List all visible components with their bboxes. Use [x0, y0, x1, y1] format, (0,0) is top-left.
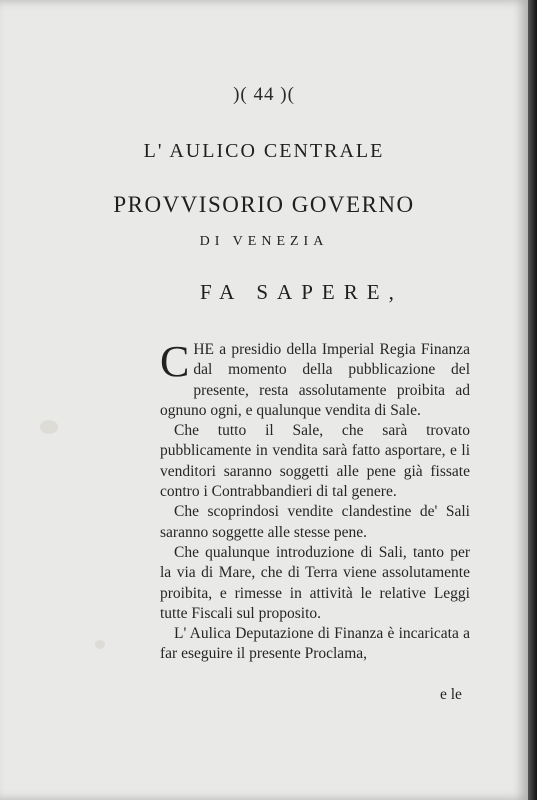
paragraph-3: Che scoprindosi vendite clandestine de' Sali saranno soggette alle stesse pene.	[160, 503, 470, 541]
page-edge-shadow	[528, 0, 537, 800]
paragraph-4: Che qualunque introduzione di Sali, tanto per la via di Mare, che di Terra viene assolutamente proibita, e rimesse in attività le relative Leggi tutte Fiscali sul proposito.	[160, 543, 470, 622]
heading-line-2: PROVVISORIO GOVERNO	[113, 192, 415, 217]
paper-stain	[40, 420, 58, 434]
heading-line-1: L' AULICO CENTRALE	[143, 140, 385, 162]
paper-stain	[95, 640, 105, 649]
heading-line-4: FA SAPERE,	[200, 280, 403, 304]
paragraph-text: HE a presidio della Imperial Regia Finanza dal momento della pubblicazione del presente, resta assolutamente proibita ad ognuno ogni, e qualunque vendita di Sale.	[160, 341, 470, 419]
page-number: )( 44 )(	[233, 84, 295, 105]
paragraph-1	[160, 337, 470, 421]
proclamation-body	[160, 337, 470, 665]
drop-cap: C	[160, 337, 190, 386]
paragraph-2: Che tutto il Sale, che sarà trovato pubblicamente in vendita sarà fatto asportare, e li venditori saranno soggetti alle pene già fissate contro i Contrabbandieri di tal genere.	[160, 422, 470, 501]
paragraph-5: L' Aulica Deputazione di Finanza è incaricata a far eseguire il presente Proclama,	[160, 625, 470, 663]
catchword: e le	[440, 686, 462, 703]
heading-line-3: DI VENEZIA	[199, 234, 329, 249]
